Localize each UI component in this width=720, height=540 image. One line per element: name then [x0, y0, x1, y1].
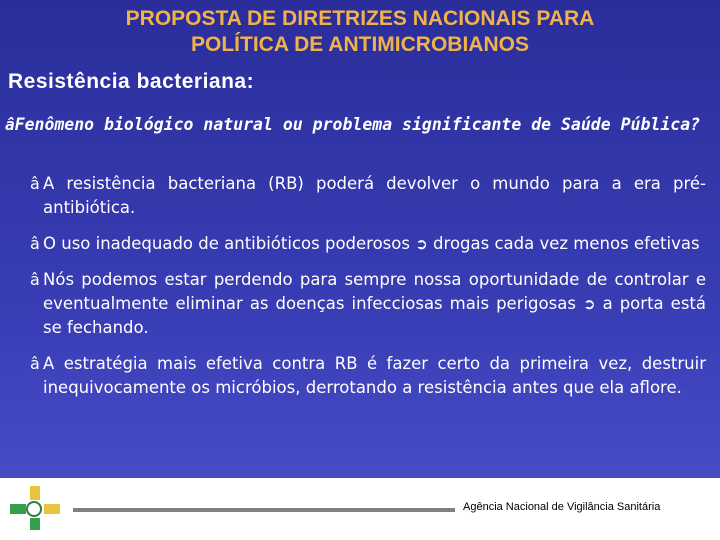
- intro-bullet: [5, 113, 707, 137]
- item-text-before: O uso inadequado de antibióticos poderosos: [43, 234, 410, 253]
- bullet-marker: â: [30, 234, 40, 253]
- logo-circle-icon: [26, 501, 42, 517]
- item-text-before: Nós podemos estar perdendo para sempre nossa oportunidade de controlar e eventualmente eliminar as doenças infecciosas mais perigosas: [43, 270, 706, 313]
- bullet-marker: â: [30, 354, 40, 373]
- title-line-2: POLÍTICA DE ANTIMICROBIANOS: [191, 33, 529, 56]
- anvisa-logo: [8, 486, 62, 538]
- page-title: [0, 6, 720, 58]
- arrow-icon: ➲: [415, 235, 428, 253]
- bullet-marker: â: [5, 115, 15, 134]
- item-text-after: a porta está se fechando.: [43, 294, 706, 337]
- list-item: [30, 172, 706, 220]
- bullet-marker: â: [30, 270, 40, 289]
- intro-text: Fenômeno biológico natural ou problema significante de Saúde Pública?: [14, 115, 701, 134]
- section-heading: Resistência bacteriana:: [8, 70, 255, 93]
- agency-name: Agência Nacional de Vigilância Sanitária: [463, 501, 661, 513]
- title-line-1: PROPOSTA DE DIRETRIZES NACIONAIS PARA: [125, 7, 595, 30]
- logo-label: ANVISA: [10, 531, 42, 538]
- footer-divider: [73, 508, 455, 512]
- item-text: A estratégia mais efetiva contra RB é fazer certo da primeira vez, destruir inequivocamente os micróbios, derrotando a resistência antes que ela aflore.: [43, 354, 706, 397]
- bullet-list: [30, 172, 706, 412]
- list-item: [30, 268, 706, 340]
- bullet-marker: â: [30, 174, 40, 193]
- item-text: A resistência bacteriana (RB) poderá devolver o mundo para a era pré-antibiótica.: [43, 174, 706, 217]
- arrow-icon: ➲: [582, 295, 596, 313]
- list-item: [30, 352, 706, 400]
- item-text-after: drogas cada vez menos efetivas: [433, 234, 700, 253]
- list-item: [30, 232, 706, 256]
